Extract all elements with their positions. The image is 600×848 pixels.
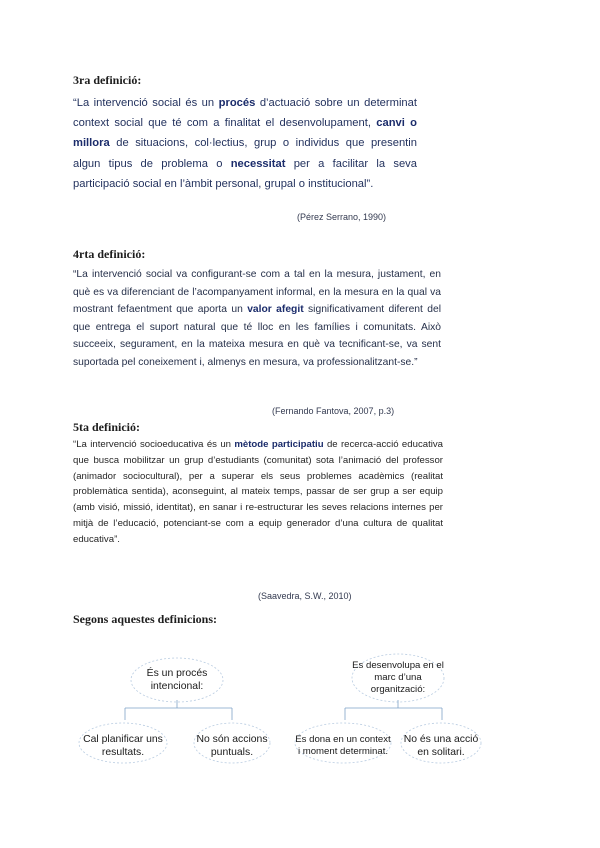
text-run: significativament diferent del que entrega el suport natural que té lloc en les famílies i comunitats. Això succeeix, segurament, en la mateixa mesura en què va tecnificant-se, va sent suportada pel coneixement i, almenys en mesura, va professionalitzant-se.” (73, 304, 442, 368)
definition-5-citation: (Saavedra, S.W., 2010) (258, 591, 352, 601)
definition-3-citation: (Pérez Serrano, 1990) (297, 212, 387, 222)
emphasized-term: necessitat (230, 157, 286, 170)
emphasized-term: canvi o millora (73, 117, 417, 150)
text-run: “La intervenció social va configurant-se com a tal en la mesura, justament, en què es va diferenciant de l’acompanyament informal, en la mesura en la qual va mostrant fefaentment que aporta un (73, 269, 441, 316)
left-root-node: És un procés intencional: (146, 668, 208, 692)
definition-3-text (73, 93, 417, 194)
left-child-node-1: Cal planificar uns resultats. (83, 734, 163, 758)
emphasized-term: procés (218, 97, 256, 109)
definition-4-heading: 4rta definició: (73, 247, 146, 261)
definition-4-text (73, 266, 441, 372)
left-child-node-2: No són accions puntuals. (196, 734, 268, 758)
summary-heading: Segons aquestes definicions: (73, 612, 218, 626)
text-run: “La intervenció social és un (73, 97, 219, 109)
right-child-node-1: Es dona en un context i moment determinat. (295, 734, 391, 757)
text-run: d’actuació sobre un determinat context social que té com a finalitat el desenvolupament, (73, 97, 417, 130)
text-run: de situacions, col·lectius, grup o individus que presentin algun tipus de problema o (73, 137, 417, 170)
emphasized-term: mètode participatiu (234, 439, 324, 450)
definition-5-text (73, 437, 443, 548)
right-root-node: Es desenvolupa en el marc d’una organització: (352, 660, 444, 695)
text-run: “La intervenció socioeducativa és un (73, 439, 235, 450)
left-tree-connector (125, 700, 232, 720)
definition-3-heading: 3ra definició: (73, 73, 142, 87)
right-child-node-2: No és una acció en solitari. (403, 734, 479, 758)
text-run: de recerca-acció educativa que busca mobilitzar un grup d’estudiants (comunitat) sota l’animació del professor (animador sociocultural), per a superar els seus problemes acadèmics (realitat problemàtica sentida), aconseguint, al mateix temps, passar de ser grup a ser equip (amb visió, missió, identitat), en sanar i re-estructurar les seves relacions internes per mitjà de l’educació, potenciant-se com a equip generador d’una cultura de qualitat educativa”. (73, 439, 443, 545)
text-run: per a facilitar la seva participació social en l’àmbit personal, grupal o institucional”. (73, 157, 417, 190)
definition-4-citation: (Fernando Fantova, 2007, p.3) (272, 406, 395, 416)
definition-5-heading: 5ta definició: (73, 420, 140, 434)
emphasized-term: valor afegit (247, 304, 304, 316)
right-tree-connector (345, 700, 442, 720)
